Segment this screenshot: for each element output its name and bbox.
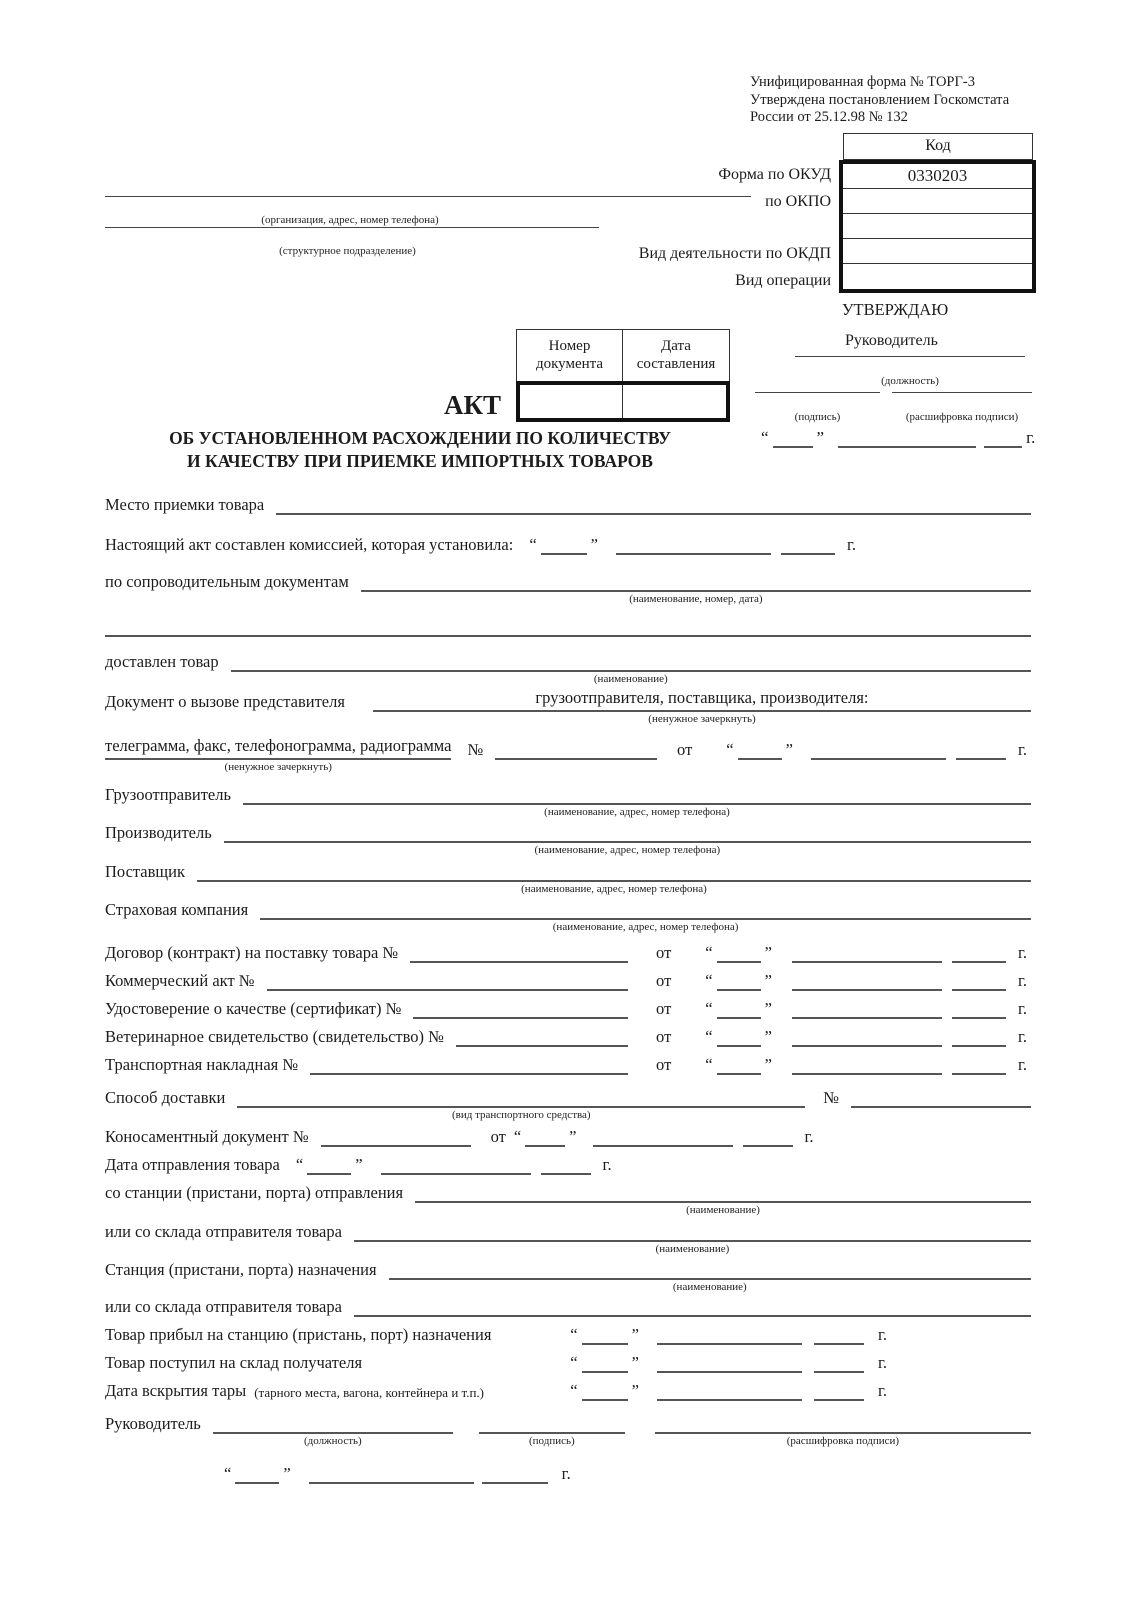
- ot-token: от: [656, 999, 672, 1018]
- manufacturer-label: Производитель: [105, 823, 212, 842]
- year-line: [541, 1149, 591, 1175]
- continuation-row: [105, 609, 1031, 637]
- manufacturer-row: [105, 815, 1031, 856]
- number-sign: №: [467, 740, 484, 759]
- telegram-number-line: [495, 734, 657, 760]
- year-suffix: г.: [846, 535, 857, 554]
- year-suffix: г.: [877, 1325, 887, 1344]
- month-line: [616, 529, 771, 555]
- quality-certificate-label: Удостоверение о качестве (сертификат) №: [105, 999, 402, 1018]
- close-quote: ”: [785, 740, 793, 759]
- year-line: [781, 529, 835, 555]
- supplier-caption: (наименование, адрес, номер телефона): [521, 883, 707, 895]
- open-quote: “: [705, 999, 713, 1018]
- year-suffix: г.: [1017, 999, 1027, 1018]
- form-note-line3: России от 25.12.98 № 132: [750, 109, 908, 125]
- accompanying-field: [361, 566, 1031, 605]
- day-line: [717, 965, 761, 991]
- day-line: [541, 529, 587, 555]
- contract-row: [105, 935, 1031, 963]
- destination-station-caption: (наименование): [672, 1281, 747, 1293]
- accompanying-docs-row: [105, 564, 1031, 605]
- okud-label: Форма по ОКУД: [718, 166, 831, 183]
- approve-sign-name-caption: (расшифровка подписи): [905, 411, 1019, 423]
- supplier-row: [105, 854, 1031, 895]
- approve-position-line: [795, 356, 1025, 357]
- head-position-field: [213, 1408, 453, 1447]
- organization-line: [105, 196, 751, 197]
- act-subtitle-line2: И КАЧЕСТВУ ПРИ ПРИЕМКЕ ИМПОРТНЫХ ТОВАРОВ: [187, 451, 653, 471]
- delivered-goods-row: [105, 644, 1031, 685]
- open-quote: “: [761, 428, 769, 447]
- consignor-field: [243, 779, 1031, 818]
- delivery-method-label: Способ доставки: [105, 1088, 226, 1107]
- year-line: [814, 1347, 864, 1373]
- fill-line: [237, 1082, 805, 1108]
- month-line: [593, 1121, 733, 1147]
- approve-sign-name-line: [892, 392, 1032, 393]
- container-opening-row: [105, 1373, 1031, 1401]
- year-line: [984, 422, 1022, 448]
- destination-station-label: Станция (пристани, порта) назначения: [105, 1260, 377, 1279]
- document-date-header: Дата составления: [636, 338, 716, 372]
- act-made-label: Настоящий акт составлен комиссией, которая установила:: [105, 535, 514, 554]
- from-warehouse-row: [105, 1214, 1031, 1255]
- consignor-label: Грузоотправитель: [105, 785, 232, 804]
- year-line: [482, 1458, 548, 1484]
- veterinary-certificate-date: [701, 1021, 1031, 1047]
- month-line: [838, 422, 976, 448]
- from-warehouse2-line: [354, 1291, 1031, 1317]
- fill-line: [197, 856, 1031, 882]
- organization-caption: (организация, адрес, номер телефона): [261, 214, 439, 226]
- close-quote: ”: [631, 1381, 639, 1400]
- division-line: [105, 227, 599, 228]
- insurance-caption: (наименование, адрес, номер телефона): [552, 921, 739, 933]
- open-quote: “: [726, 740, 734, 759]
- place-line: [276, 489, 1031, 515]
- contract-date: [701, 937, 1031, 963]
- form-approval-note: [750, 74, 1009, 127]
- year-line: [952, 993, 1006, 1019]
- from-warehouse-label: или со склада отправителя товара: [105, 1222, 342, 1241]
- document-number-table: [516, 329, 730, 422]
- call-document-row: [105, 684, 1031, 725]
- day-line: [307, 1149, 351, 1175]
- consignor-row: [105, 777, 1031, 818]
- call-doc-field: [373, 686, 1031, 725]
- telegram-value: телеграмма, факс, телефонограмма, радиограмма: [105, 734, 451, 760]
- fill-line: [389, 1254, 1031, 1280]
- month-line: [792, 1049, 942, 1075]
- approve-role: Руководитель: [845, 332, 938, 349]
- act-made-row: [105, 527, 1031, 555]
- call-doc-caption: (ненужное зачеркнуть): [648, 713, 756, 725]
- day-line: [717, 1021, 761, 1047]
- fill-line: [479, 1408, 625, 1434]
- year-suffix: г.: [1017, 971, 1027, 990]
- place-of-acceptance-row: [105, 487, 1031, 515]
- year-suffix: г.: [877, 1381, 887, 1400]
- accompanying-label: по сопроводительным документам: [105, 572, 349, 591]
- manufacturer-field: [224, 817, 1031, 856]
- close-quote: ”: [631, 1325, 639, 1344]
- commercial-act-number-line: [267, 965, 629, 991]
- delivery-method-field: [237, 1082, 805, 1121]
- bill-of-lading-row: [105, 1119, 1031, 1147]
- telegram-date: [722, 734, 1031, 760]
- head-sign-name-caption: (расшифровка подписи): [786, 1435, 900, 1447]
- document-table-head: [516, 329, 730, 381]
- form-note-line1: Унифицированная форма № ТОРГ-3: [750, 74, 975, 90]
- month-line: [657, 1319, 802, 1345]
- year-line: [952, 937, 1006, 963]
- close-quote: ”: [764, 971, 772, 990]
- code-cell-okdp: [843, 239, 1032, 264]
- document-number-cell: [520, 385, 623, 418]
- year-suffix: г.: [1017, 1027, 1027, 1046]
- month-line: [792, 1021, 942, 1047]
- waybill-label: Транспортная накладная №: [105, 1055, 299, 1074]
- ot-token: от: [656, 943, 672, 962]
- delivery-number-line: [851, 1082, 1031, 1108]
- day-line: [235, 1458, 279, 1484]
- approve-title: УТВЕРЖДАЮ: [841, 300, 949, 319]
- telegram-row: [105, 732, 1031, 773]
- fill-line: [224, 817, 1031, 843]
- bottom-date-row: [220, 1456, 1031, 1484]
- waybill-date: [701, 1049, 1031, 1075]
- delivery-method-caption: (вид транспортного средства): [451, 1109, 591, 1121]
- from-warehouse-caption: (наименование): [655, 1243, 730, 1255]
- close-quote: ”: [764, 999, 772, 1018]
- month-line: [792, 937, 942, 963]
- month-line: [811, 734, 946, 760]
- year-line: [814, 1375, 864, 1401]
- division-caption: (структурное подразделение): [279, 245, 416, 257]
- delivered-label: доставлен товар: [105, 652, 219, 671]
- open-quote: “: [295, 1155, 304, 1174]
- open-quote: “: [570, 1325, 578, 1344]
- open-quote: “: [529, 535, 537, 554]
- day-line: [738, 734, 782, 760]
- open-quote: “: [705, 971, 713, 990]
- quality-certificate-number-line: [413, 993, 628, 1019]
- year-suffix: г.: [877, 1353, 887, 1372]
- day-line: [525, 1121, 565, 1147]
- dispatch-date-row: [105, 1147, 1031, 1175]
- veterinary-certificate-label: Ветеринарное свидетельство (свидетельство) №: [105, 1027, 444, 1046]
- fill-line: [354, 1216, 1031, 1242]
- okdp-label: Вид деятельности по ОКДП: [638, 245, 831, 262]
- waybill-row: [105, 1047, 1031, 1075]
- okpo-label: по ОКПО: [765, 193, 831, 210]
- ot-token: от: [490, 1127, 506, 1146]
- document-number-header: Номер документа: [517, 330, 623, 381]
- code-table-header: Код: [843, 133, 1033, 160]
- insurance-field: [260, 894, 1031, 933]
- year-suffix: г.: [602, 1155, 612, 1174]
- code-cell-operation: [843, 264, 1032, 289]
- bill-of-lading-label: Коносаментный документ №: [105, 1127, 309, 1146]
- container-opening-detail: (тарного места, вагона, контейнера и т.п.): [254, 1385, 485, 1400]
- year-line: [956, 734, 1006, 760]
- from-warehouse2-label: или со склада отправителя товара: [105, 1297, 342, 1316]
- day-line: [717, 1049, 761, 1075]
- code-cell-okud: 0330203: [843, 164, 1032, 189]
- close-quote: ”: [764, 1027, 772, 1046]
- continuation-line: [105, 611, 1031, 637]
- head-sign-name-field: [655, 1408, 1031, 1447]
- veterinary-certificate-row: [105, 1019, 1031, 1047]
- commercial-act-date: [701, 965, 1031, 991]
- day-line: [582, 1375, 628, 1401]
- bill-of-lading-date: [510, 1121, 818, 1147]
- open-quote: “: [224, 1464, 232, 1483]
- open-quote: “: [513, 1127, 522, 1146]
- arrived-warehouse-date: [566, 1347, 891, 1373]
- ot-token: от: [656, 971, 672, 990]
- operation-label: Вид операции: [735, 272, 831, 289]
- month-line: [792, 993, 942, 1019]
- month-line: [657, 1347, 802, 1373]
- year-line: [952, 1021, 1006, 1047]
- bill-of-lading-number-line: [321, 1121, 471, 1147]
- code-cell-blank: [843, 214, 1032, 239]
- year-suffix: г.: [1017, 740, 1027, 759]
- open-quote: “: [705, 1027, 713, 1046]
- quality-certificate-row: [105, 991, 1031, 1019]
- dispatch-date-label: Дата отправления товара: [105, 1155, 280, 1174]
- code-table: [839, 160, 1036, 293]
- call-doc-label: Документ о вызове представителя: [105, 692, 345, 711]
- close-quote: ”: [764, 1055, 772, 1074]
- veterinary-certificate-number-line: [456, 1021, 628, 1047]
- close-quote: ”: [631, 1353, 639, 1372]
- document-date-cell: [623, 385, 726, 418]
- arrived-warehouse-label: Товар поступил на склад получателя: [105, 1353, 363, 1372]
- head-position-caption: (должность): [303, 1435, 362, 1447]
- dispatch-date: [292, 1149, 616, 1175]
- document-table-body: [516, 381, 730, 422]
- telegram-field: [105, 734, 452, 773]
- accompanying-caption: (наименование, номер, дата): [629, 593, 763, 605]
- close-quote: ”: [764, 943, 772, 962]
- fill-line: [655, 1408, 1031, 1434]
- year-line: [814, 1319, 864, 1345]
- approve-signature-line: [755, 392, 880, 393]
- form-body: [105, 487, 1031, 1484]
- month-line: [657, 1375, 802, 1401]
- from-station-label: со станции (пристани, порта) отправления: [105, 1183, 404, 1202]
- year-suffix: г.: [804, 1127, 814, 1146]
- fill-line: [361, 566, 1031, 592]
- waybill-number-line: [310, 1049, 628, 1075]
- commercial-act-row: [105, 963, 1031, 991]
- from-warehouse-field: [354, 1216, 1031, 1255]
- container-opening-date: [566, 1375, 891, 1401]
- day-line: [717, 993, 761, 1019]
- close-quote: ”: [355, 1155, 363, 1174]
- year-line: [952, 965, 1006, 991]
- open-quote: “: [705, 1055, 713, 1074]
- fill-line: [260, 894, 1031, 920]
- head-signature-field: [479, 1408, 625, 1447]
- telegram-caption: (ненужное зачеркнуть): [224, 761, 332, 773]
- month-line: [381, 1149, 531, 1175]
- destination-station-row: [105, 1252, 1031, 1293]
- fill-line: [415, 1177, 1031, 1203]
- act-subtitle-line1: ОБ УСТАНОВЛЕННОМ РАСХОЖДЕНИИ ПО КОЛИЧЕСТВУ: [169, 428, 671, 448]
- fill-line: [231, 646, 1031, 672]
- arrived-station-date: [566, 1319, 891, 1345]
- from-station-caption: (наименование): [686, 1204, 760, 1216]
- month-line: [309, 1458, 474, 1484]
- year-line: [743, 1121, 793, 1147]
- call-doc-value: грузоотправителя, поставщика, производителя:: [373, 686, 1031, 712]
- day-line: [582, 1347, 628, 1373]
- open-quote: “: [705, 943, 713, 962]
- form-note-line2: Утверждена постановлением Госкомстата: [750, 91, 1010, 108]
- day-line: [582, 1319, 628, 1345]
- close-quote: ”: [569, 1127, 577, 1146]
- bottom-date: [220, 1458, 575, 1484]
- consignor-caption: (наименование, адрес, номер телефона): [544, 806, 730, 818]
- contract-label: Договор (контракт) на поставку товара №: [105, 943, 399, 962]
- act-made-date: [525, 529, 860, 555]
- ot-token: от: [656, 1027, 672, 1046]
- year-suffix: г.: [1026, 428, 1036, 447]
- delivered-field: [231, 646, 1031, 685]
- head-signature-caption: (подпись): [528, 1435, 575, 1447]
- contract-number-line: [410, 937, 628, 963]
- manufacturer-caption: (наименование, адрес, номер телефона): [534, 844, 721, 856]
- year-line: [952, 1049, 1006, 1075]
- ot-token: от: [677, 740, 693, 759]
- delivered-caption: (наименование): [593, 673, 668, 685]
- insurance-row: [105, 892, 1031, 933]
- from-station-row: [105, 1175, 1031, 1216]
- arrived-station-row: [105, 1317, 1031, 1345]
- open-quote: “: [570, 1353, 578, 1372]
- fill-line: [243, 779, 1031, 805]
- day-line: [773, 422, 813, 448]
- delivery-method-row: [105, 1080, 1031, 1121]
- place-label: Место приемки товара: [105, 495, 265, 514]
- code-cell-okpo: [843, 189, 1032, 214]
- month-line: [792, 965, 942, 991]
- head-signature-row: [105, 1406, 1031, 1447]
- approve-position-caption: (должность): [881, 375, 939, 387]
- fill-line: [213, 1408, 453, 1434]
- year-suffix: г.: [1017, 1055, 1027, 1074]
- act-title: АКТ: [443, 390, 502, 420]
- close-quote: ”: [816, 428, 825, 447]
- number-sign: №: [823, 1088, 839, 1107]
- arrived-station-label: Товар прибыл на станцию (пристань, порт) назначения: [105, 1325, 492, 1344]
- year-suffix: г.: [561, 1464, 571, 1483]
- arrived-warehouse-row: [105, 1345, 1031, 1373]
- open-quote: “: [570, 1381, 578, 1400]
- year-suffix: г.: [1017, 943, 1027, 962]
- supplier-field: [197, 856, 1031, 895]
- day-line: [717, 937, 761, 963]
- approve-signature-caption: (подпись): [794, 411, 841, 423]
- quality-certificate-date: [701, 993, 1031, 1019]
- insurance-label: Страховая компания: [105, 900, 249, 919]
- close-quote: ”: [283, 1464, 291, 1483]
- close-quote: ”: [590, 535, 598, 554]
- commercial-act-label: Коммерческий акт №: [105, 971, 255, 990]
- approve-date-field: [757, 426, 1039, 448]
- act-subtitle: [100, 427, 740, 473]
- destination-station-field: [389, 1254, 1031, 1293]
- from-station-field: [415, 1177, 1031, 1216]
- ot-token: от: [656, 1055, 672, 1074]
- supplier-label: Поставщик: [105, 862, 185, 881]
- container-opening-label: Дата вскрытия тары: [105, 1381, 247, 1400]
- head-label: Руководитель: [105, 1414, 201, 1433]
